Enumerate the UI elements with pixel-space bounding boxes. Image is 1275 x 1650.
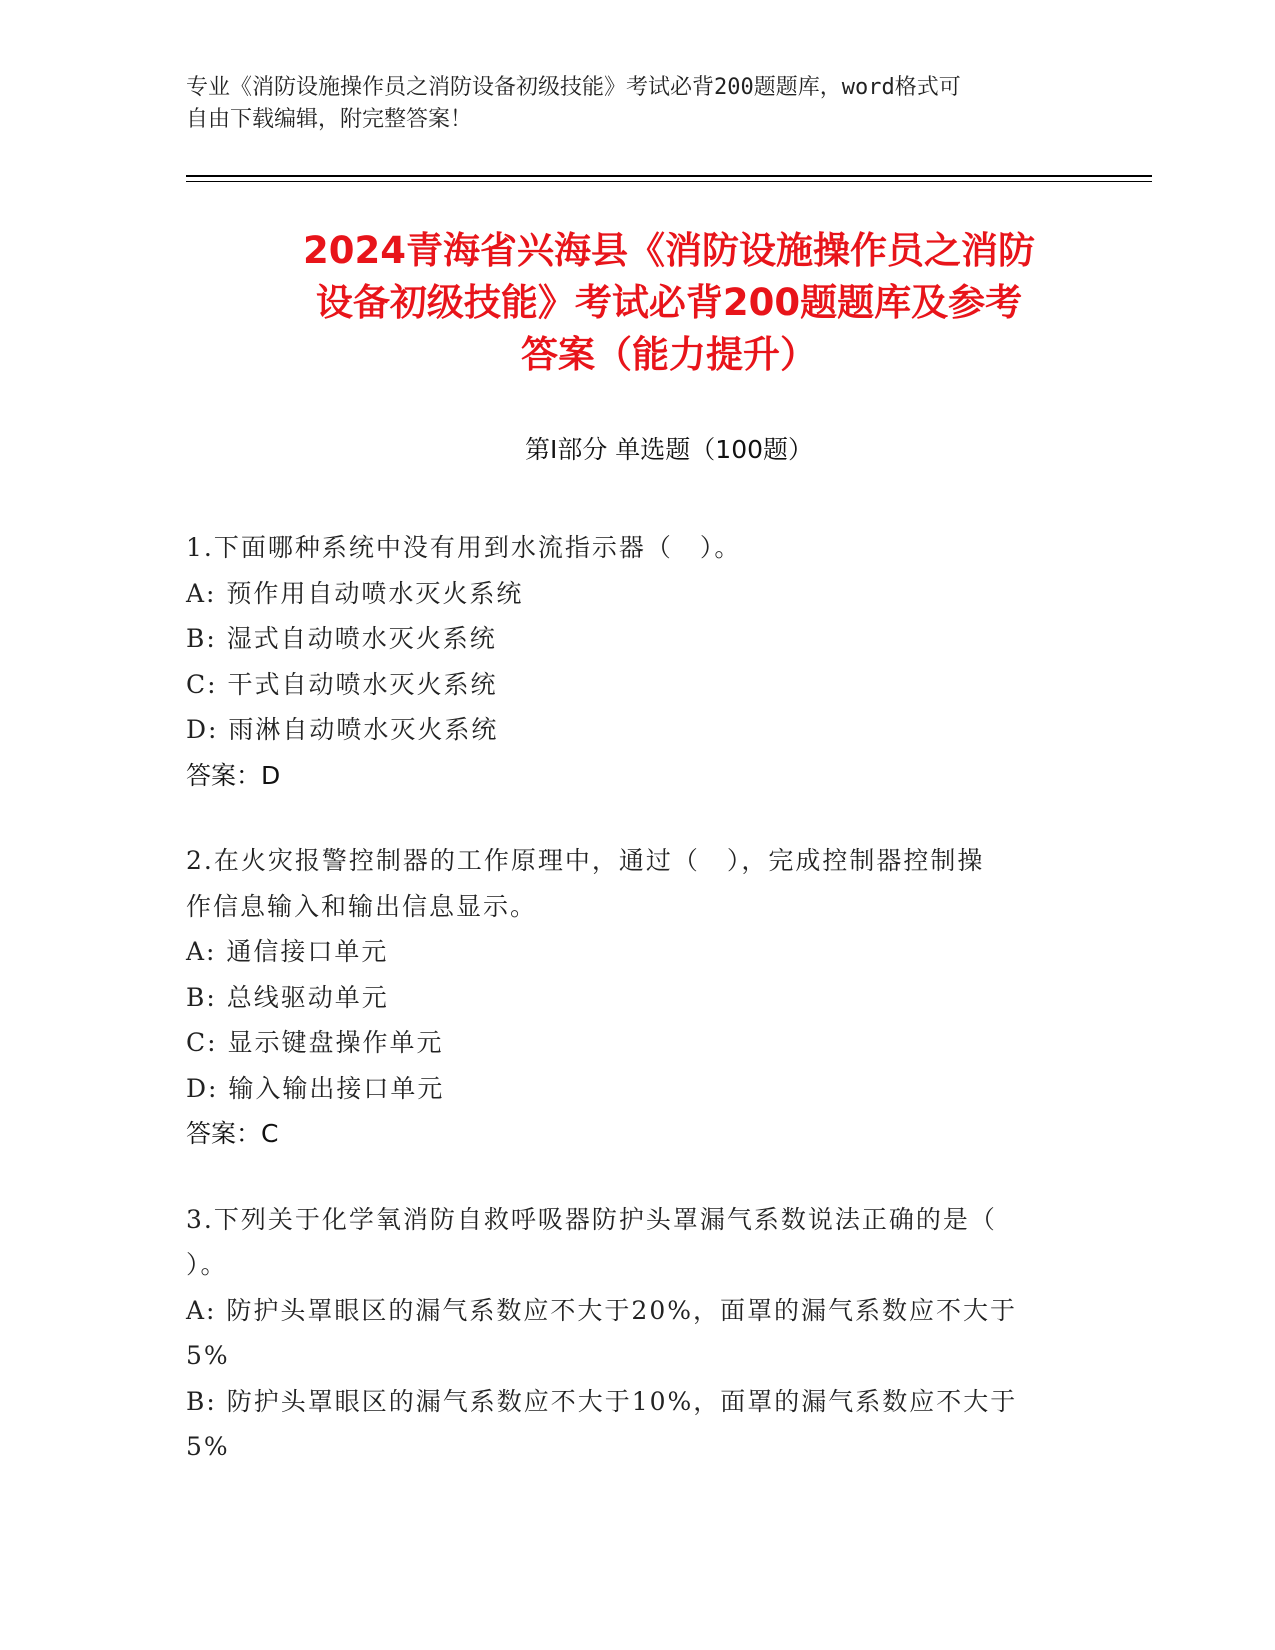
option-d: D: 雨淋自动喷水灭火系统 [186, 715, 499, 744]
question-item [186, 838, 1066, 1157]
question-text: 3.下列关于化学氧消防自救呼吸器防护头罩漏气系数说法正确的是（ [186, 1204, 997, 1234]
question-text-continued: ）。 [186, 1250, 228, 1279]
option-a-continued: 5% [186, 1341, 230, 1370]
question-text: 1.下面哪种系统中没有用到水流指示器（ ）。 [186, 533, 742, 562]
header-note-line: 自由下载编辑，附完整答案！ [186, 107, 473, 132]
option-a: A: 通信接口单元 [186, 937, 389, 966]
option-b: B: 总线驱动单元 [186, 982, 389, 1012]
header-note [186, 72, 1056, 136]
header-divider-thick [186, 175, 1152, 177]
title-line: 答案（能力提升） [521, 333, 817, 376]
answer-text: 答案：C [186, 1119, 279, 1148]
option-b-continued: 5% [186, 1432, 230, 1461]
header-note-line: 专业《消防设施操作员之消防设备初级技能》考试必背200题题库，word格式可 [186, 75, 961, 100]
option-b: B: 湿式自动喷水灭火系统 [186, 624, 497, 653]
question-text: 2.在火灾报警控制器的工作原理中，通过（ ），完成控制器控制操 [186, 846, 985, 875]
question-list [186, 525, 1066, 1510]
title-line: 设备初级技能》考试必背200题题库及参考 [315, 281, 1023, 324]
document-title [186, 225, 1152, 381]
title-line: 2024青海省兴海县《消防设施操作员之消防 [303, 229, 1035, 272]
answer-text: 答案：D [186, 760, 281, 790]
option-c: C: 显示键盘操作单元 [186, 1028, 444, 1057]
option-a: A: 预作用自动喷水灭火系统 [186, 578, 524, 608]
option-c: C: 干式自动喷水灭火系统 [186, 669, 498, 699]
option-a: A: 防护头罩眼区的漏气系数应不大于20%，面罩的漏气系数应不大于 [186, 1295, 1017, 1325]
option-b: B: 防护头罩眼区的漏气系数应不大于10%，面罩的漏气系数应不大于 [186, 1386, 1018, 1416]
option-d: D: 输入输出接口单元 [186, 1073, 445, 1103]
question-item [186, 525, 1066, 798]
question-text-continued: 作信息输入和输出信息显示。 [186, 891, 538, 921]
header-divider-thin [186, 181, 1152, 182]
section-heading: 第Ⅰ部分 单选题（100题） [524, 435, 814, 464]
question-item [186, 1197, 1066, 1470]
